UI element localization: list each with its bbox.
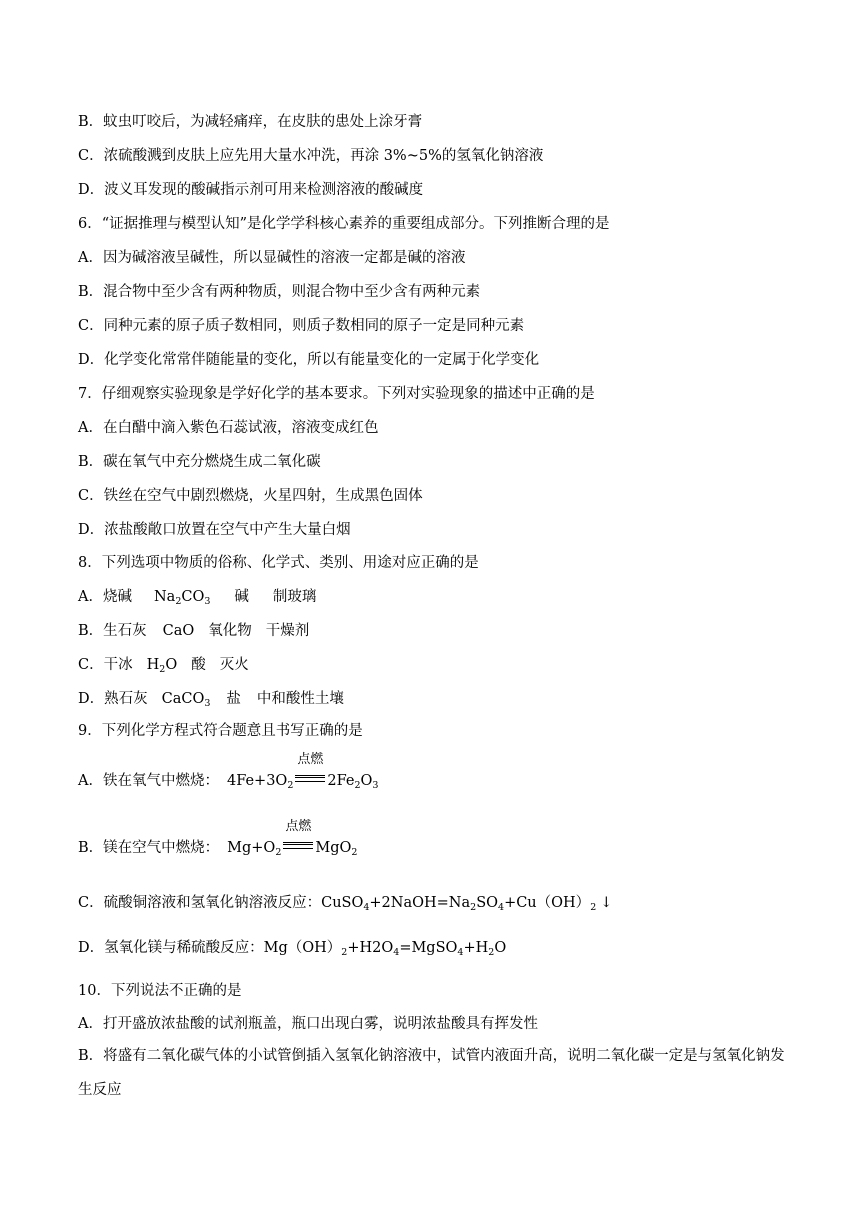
question-9-option-b xyxy=(78,819,358,858)
option-c-name: C．干冰 xyxy=(78,657,133,673)
option-a-use: 制玻璃 xyxy=(272,589,317,605)
question-9-option-d xyxy=(78,938,506,958)
question-5-option-b: B．蚊虫叮咬后，为减轻痛痒，在皮肤的患处上涂牙膏 xyxy=(78,114,423,130)
option-b-category: 氧化物 xyxy=(208,623,252,639)
option-c-formula: $H_2O$ xyxy=(146,657,178,675)
option-a-label: A．铁在氧气中燃烧： xyxy=(78,773,219,789)
question-8-option-c xyxy=(78,655,249,675)
option-c-label: C．硫酸铜溶液和氢氧化钠溶液反应： xyxy=(78,895,322,911)
question-8-option-d xyxy=(78,689,344,709)
option-c-use: 灭火 xyxy=(219,657,249,673)
option-c-category: 酸 xyxy=(191,657,206,673)
option-b-label: B．镁在空气中燃烧： xyxy=(78,840,220,856)
equation-products: $2Fe_2O_3$ xyxy=(327,773,379,791)
option-a-category: 碱 xyxy=(234,589,249,605)
question-6-option-c: C．同种元素的原子质子数相同，则质子数相同的原子一定是同种元素 xyxy=(78,318,525,334)
equation-reactants: $Mg+O_2$ xyxy=(227,840,282,858)
question-8-stem: 8．下列选项中物质的俗称、化学式、类别、用途对应正确的是 xyxy=(78,555,479,571)
condition-label: 点燃 xyxy=(285,819,312,834)
equation-reactants: $4Fe+3O_2$ xyxy=(226,773,294,791)
question-5-option-d: D．波义耳发现的酸碱指示剂可用来检测溶液的酸碱度 xyxy=(78,182,424,198)
option-a-formula: $Na_2CO_3$ xyxy=(153,589,211,607)
question-10-stem: 10．下列说法不正确的是 xyxy=(78,983,242,999)
equation-products: MgO$_2$ xyxy=(315,840,358,858)
precipitate-arrow-icon: ↓ xyxy=(600,895,613,911)
reaction-condition-arrow xyxy=(295,752,325,791)
option-d-use: 中和酸性土壤 xyxy=(256,691,344,707)
question-7-option-c: C．铁丝在空气中剧烈燃烧，火星四射，生成黑色固体 xyxy=(78,488,423,504)
question-10-option-a: A．打开盛放浓盐酸的试剂瓶盖，瓶口出现白雾，说明浓盐酸具有挥发性 xyxy=(78,1016,538,1032)
question-7-option-d: D．浓盐酸敞口放置在空气中产生大量白烟 xyxy=(78,522,351,538)
option-a-name: A．烧碱 xyxy=(78,589,132,605)
option-d-label: D．氢氧化镁与稀硫酸反应： xyxy=(78,940,264,956)
question-6-stem: 6．“证据推理与模型认知”是化学学科核心素养的重要组成部分。下列推断合理的是 xyxy=(78,216,610,232)
question-9-stem: 9．下列化学方程式符合题意且书写正确的是 xyxy=(78,723,363,739)
question-8-option-b xyxy=(78,621,309,641)
question-7-option-b: B．碳在氧气中充分燃烧生成二氧化碳 xyxy=(78,454,321,470)
question-6-option-b: B．混合物中至少含有两种物质，则混合物中至少含有两种元素 xyxy=(78,284,481,300)
question-6-option-d: D．化学变化常常伴随能量的变化，所以有能量变化的一定属于化学变化 xyxy=(78,352,540,368)
question-9-option-a xyxy=(78,752,379,791)
option-b-use: 干燥剂 xyxy=(265,623,310,639)
option-b-name: B．生石灰 xyxy=(78,623,147,639)
question-10-option-b: B．将盛有二氧化碳气体的小试管倒插入氢氧化钠溶液中，试管内液面升高，说明二氧化碳一定是与氢氧化钠发生反应 xyxy=(78,1048,785,1098)
question-5-option-c: C．浓硫酸溅到皮肤上应先用大量水冲洗，再涂 3%~5%的氢氧化钠溶液 xyxy=(78,148,544,164)
question-7-stem: 7．仔细观察实验现象是学好化学的基本要求。下列对实验现象的描述中正确的是 xyxy=(78,386,595,402)
question-7-option-a: A．在白醋中滴入紫色石蕊试液，溶液变成红色 xyxy=(78,420,379,436)
question-9-option-c xyxy=(78,893,612,913)
equation: $CuSO_4+2NaOH=Na_2SO_4+Cu(OH)_2$ ↓ xyxy=(321,895,613,913)
option-d-category: 盐 xyxy=(226,691,241,707)
reaction-condition-arrow xyxy=(283,819,313,858)
option-d-formula: CaCO$_3$ xyxy=(161,691,211,709)
question-6-option-a: A．因为碱溶液呈碱性，所以显碱性的溶液一定都是碱的溶液 xyxy=(78,250,466,266)
condition-label: 点燃 xyxy=(297,752,324,767)
question-8-option-a xyxy=(78,587,316,607)
equation: $Mg(OH)_2+H2O_4=MgSO_4+H_2O$ xyxy=(263,940,507,958)
option-d-name: D．熟石灰 xyxy=(78,691,148,707)
option-b-formula: CaO xyxy=(162,623,195,639)
